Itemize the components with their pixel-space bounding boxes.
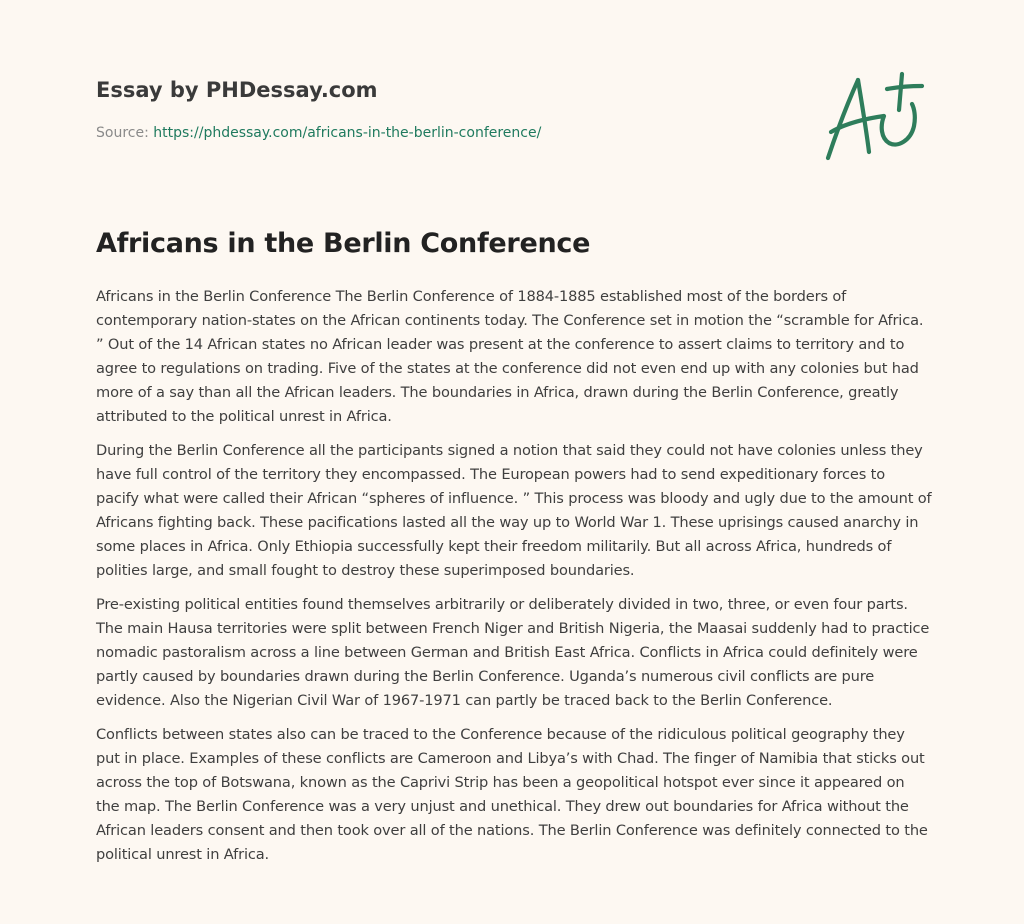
essay-paragraph: During the Berlin Conference all the participants signed a notion that said they could not have colonies unless they have full control of the territory they encompassed. The European powers had to send expeditionary forces to pacify what were called their African “spheres of influence. ” This process was bloody and ugly due to the amount of Africans fighting back. These pacifications lasted all the way up to World War 1. These uprisings caused anarchy in some places in Africa. Only Ethiopia successfully kept their freedom militarily. But all across Africa, hundreds of polities large, and small fought to destroy these superimposed boundaries.	[96, 442, 932, 579]
essay-title: Africans in the Berlin Conference	[96, 228, 591, 259]
source-link[interactable]: https://phdessay.com/africans-in-the-berlin-conference/	[153, 125, 542, 141]
essay-paragraph: Conflicts between states also can be traced to the Conference because of the ridiculous political geography they put in place. Examples of these conflicts are Cameroon and Libya’s with Chad. The finger of Namibia that sticks out across the top of Botswana, known as the Caprivi Strip has been a geopolitical hotspot ever since it appeared on the map. The Berlin Conference was a very unjust and unethical. They drew out boundaries for Africa without the African leaders consent and then took over all of the nations. The Berlin Conference was definitely connected to the political unrest in Africa.	[96, 726, 928, 863]
essay-body	[96, 285, 932, 877]
source-line	[96, 124, 816, 142]
essay-paragraph: Africans in the Berlin Conference The Berlin Conference of 1884-1885 established most of the borders of contemporary nation-states on the African continents today. The Conference set in motion the “scramble for Africa. ” Out of the 14 African states no African leader was present at the conference to assert claims to territory and to agree to regulations on trading. Five of the states at the conference did not even end up with any colonies but had more of a say than all the African leaders. The boundaries in Africa, drawn during the Berlin Conference, greatly attributed to the political unrest in Africa.	[96, 288, 924, 425]
site-brand: Essay by PHDessay.com	[96, 78, 378, 102]
essay-header	[96, 76, 816, 142]
a-plus-grade-icon	[818, 66, 928, 166]
source-label: Source:	[96, 125, 149, 141]
essay-paragraph: Pre-existing political entities found themselves arbitrarily or deliberately divided in two, three, or even four parts. The main Hausa territories were split between French Niger and British Nigeria, the Maasai suddenly had to practice nomadic pastoralism across a line between German and British East Africa. Conflicts in Africa could definitely were partly caused by boundaries drawn during the Berlin Conference. Uganda’s numerous civil conflicts are pure evidence. Also the Nigerian Civil War of 1967-1971 can partly be traced back to the Berlin Conference.	[96, 596, 930, 709]
